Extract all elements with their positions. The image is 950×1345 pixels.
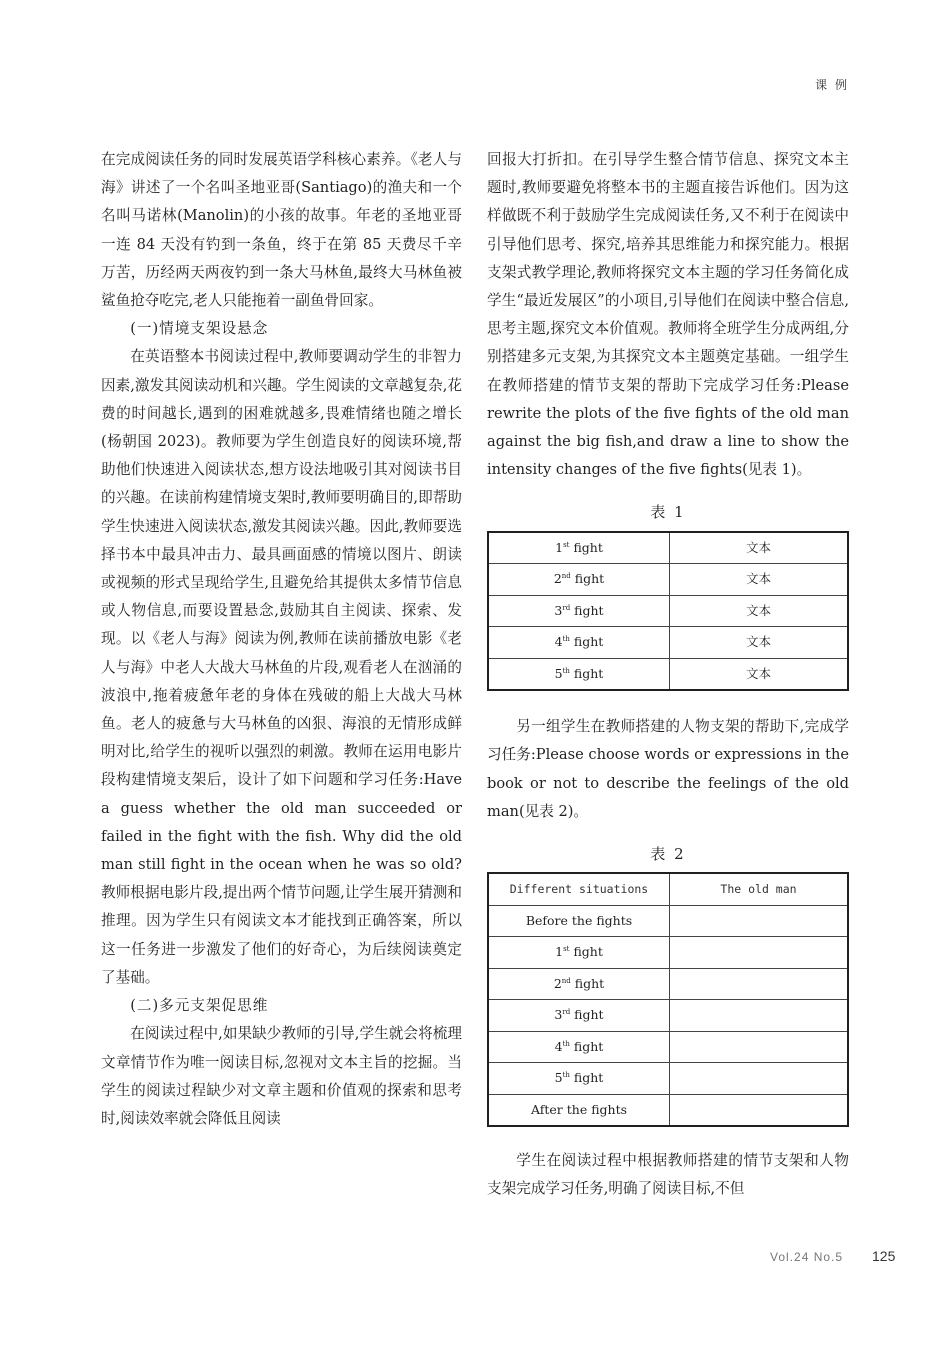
volume-label: Vol.24 No.5 (770, 1250, 844, 1264)
table-cell (670, 1094, 849, 1126)
table-cell: 5th fight (488, 1063, 670, 1095)
paragraph: 另一组学生在教师搭建的人物支架的帮助下,完成学习任务:Please choose words or expressions in the book or not to describe the feelings of the old man(见表 2)。 (487, 718, 849, 820)
table-caption: 表 1 (650, 503, 686, 522)
page-number: 125 (872, 1248, 896, 1264)
table-cell (670, 1031, 849, 1063)
section-heading: (一)情境支架设悬念 (130, 320, 269, 338)
table-row (488, 1063, 848, 1095)
column-header: Different situations (488, 873, 670, 905)
table-row (488, 564, 848, 596)
table-row (488, 905, 848, 937)
table-cell: 4th fight (488, 1031, 670, 1063)
table-cell: 5th fight (488, 658, 670, 690)
paragraph: 回报大打折扣。在引导学生整合情节信息、探究文本主题时,教师要避免将整本书的主题直接告诉他们。因为这样做既不利于鼓励学生完成阅读任务,又不利于在阅读中引导他们思考、探究,培养其思维能力和探究能力。根据支架式教学理论,教师将探究文本主题的学习任务简化成学生“最近发展区”的小项目,引导他们在阅读中整合信息,思考主题,探究文本价值观。教师将全班学生分成两组,分别搭建多元支架,为其探究文本主题奠定基础。一组学生在教师搭建的情节支架的帮助下完成学习任务:Please rewrite the plots of the five fights of the old man against the big fish,and draw a line to show the intensity changes of the five fights(见表 1)。 (487, 151, 849, 479)
column-header: The old man (670, 873, 849, 905)
table-cell (670, 905, 849, 937)
table-cell: 2nd fight (488, 564, 670, 596)
paragraph: 在阅读过程中,如果缺少教师的引导,学生就会将梳理文章情节作为唯一阅读目标,忽视对文本主旨的挖掘。当学生的阅读过程缺少对文章主题和价值观的探索和思考时,阅读效率就会降低且阅读 (101, 1025, 462, 1127)
table-cell (670, 937, 849, 969)
table-row (488, 1000, 848, 1032)
table-cell: 文本 (670, 627, 849, 659)
table-row (488, 627, 848, 659)
right-column (487, 146, 849, 1204)
table-cell: 1st fight (488, 532, 670, 564)
left-column (101, 146, 462, 1133)
table-row (488, 658, 848, 690)
section-heading: (二)多元支架促思维 (130, 997, 269, 1015)
table-row (488, 532, 848, 564)
table-caption: 表 2 (650, 844, 686, 863)
table-row (488, 1031, 848, 1063)
table-cell: 文本 (670, 595, 849, 627)
table-row (488, 968, 848, 1000)
table-cell (670, 968, 849, 1000)
paragraph: 在英语整本书阅读过程中,教师要调动学生的非智力因素,激发其阅读动机和兴趣。学生阅读的文章越复杂,花费的时间越长,遇到的困难就越多,畏难情绪也随之增长(杨朝国 2023)。教师要为学生创造良好的阅读环境,帮助他们快速进入阅读状态,想方设法地吸引其对阅读书目的兴趣。在读前构建情境支架时,教师要明确目的,即帮助学生快速进入阅读状态,激发其阅读兴趣。因此,教师要选择书本中最具冲击力、最具画面感的情境以图片、朗读或视频的形式呈现给学生,且避免给其提供太多情节信息或人物信息,而要设置悬念,鼓励其自主阅读、探索、发现。以《老人与海》阅读为例,教师在读前播放电影《老人与海》中老人大战大马林鱼的片段,观看老人在汹涌的波浪中,拖着疲惫年老的身体在残破的船上大战大马林鱼。老人的疲惫与大马林鱼的凶狠、海浪的无情形成鲜明对比,给学生的视听以强烈的刺激。教师在运用电影片段构建情境支架后，设计了如下问题和学习任务:Have a guess whether the old man succeeded or failed in the fight with the fish. Why did the old man still fight in the ocean when he was so old? 教师根据电影片段,提出两个情节问题,让学生展开猜测和推理。因为学生只有阅读文本才能找到正确答案，所以这一任务进一步激发了他们的好奇心，为后续阅读奠定了基础。 (101, 348, 462, 986)
paragraph: 学生在阅读过程中根据教师搭建的情节支架和人物支架完成学习任务,明确了阅读目标,不但 (487, 1152, 849, 1198)
table-cell: 4th fight (488, 627, 670, 659)
table-cell: 3rd fight (488, 595, 670, 627)
table-cell: 2nd fight (488, 968, 670, 1000)
table-cell (670, 1063, 849, 1095)
table-cell: Before the fights (488, 905, 670, 937)
table-cell: 文本 (670, 658, 849, 690)
table-row (488, 595, 848, 627)
feelings-table (487, 872, 849, 1127)
table-cell: 文本 (670, 532, 849, 564)
table-cell: After the fights (488, 1094, 670, 1126)
table-header-row (488, 873, 848, 905)
table-cell: 1st fight (488, 937, 670, 969)
table-cell (670, 1000, 849, 1032)
plot-table (487, 531, 849, 692)
table-cell: 3rd fight (488, 1000, 670, 1032)
section-header: 课 例 (815, 78, 849, 92)
table-cell: 文本 (670, 564, 849, 596)
table-row (488, 937, 848, 969)
paragraph: 在完成阅读任务的同时发展英语学科核心素养。《老人与海》讲述了一个名叫圣地亚哥(Santiago)的渔夫和一个名叫马诺林(Manolin)的小孩的故事。年老的圣地亚哥一连 84 天没有钓到一条鱼，终于在第 85 天费尽千辛万苦，历经两天两夜钓到一条大马林鱼,最终大马林鱼被鲨鱼抢夺吃完,老人只能拖着一副鱼骨回家。 (101, 151, 462, 310)
table-row (488, 1094, 848, 1126)
